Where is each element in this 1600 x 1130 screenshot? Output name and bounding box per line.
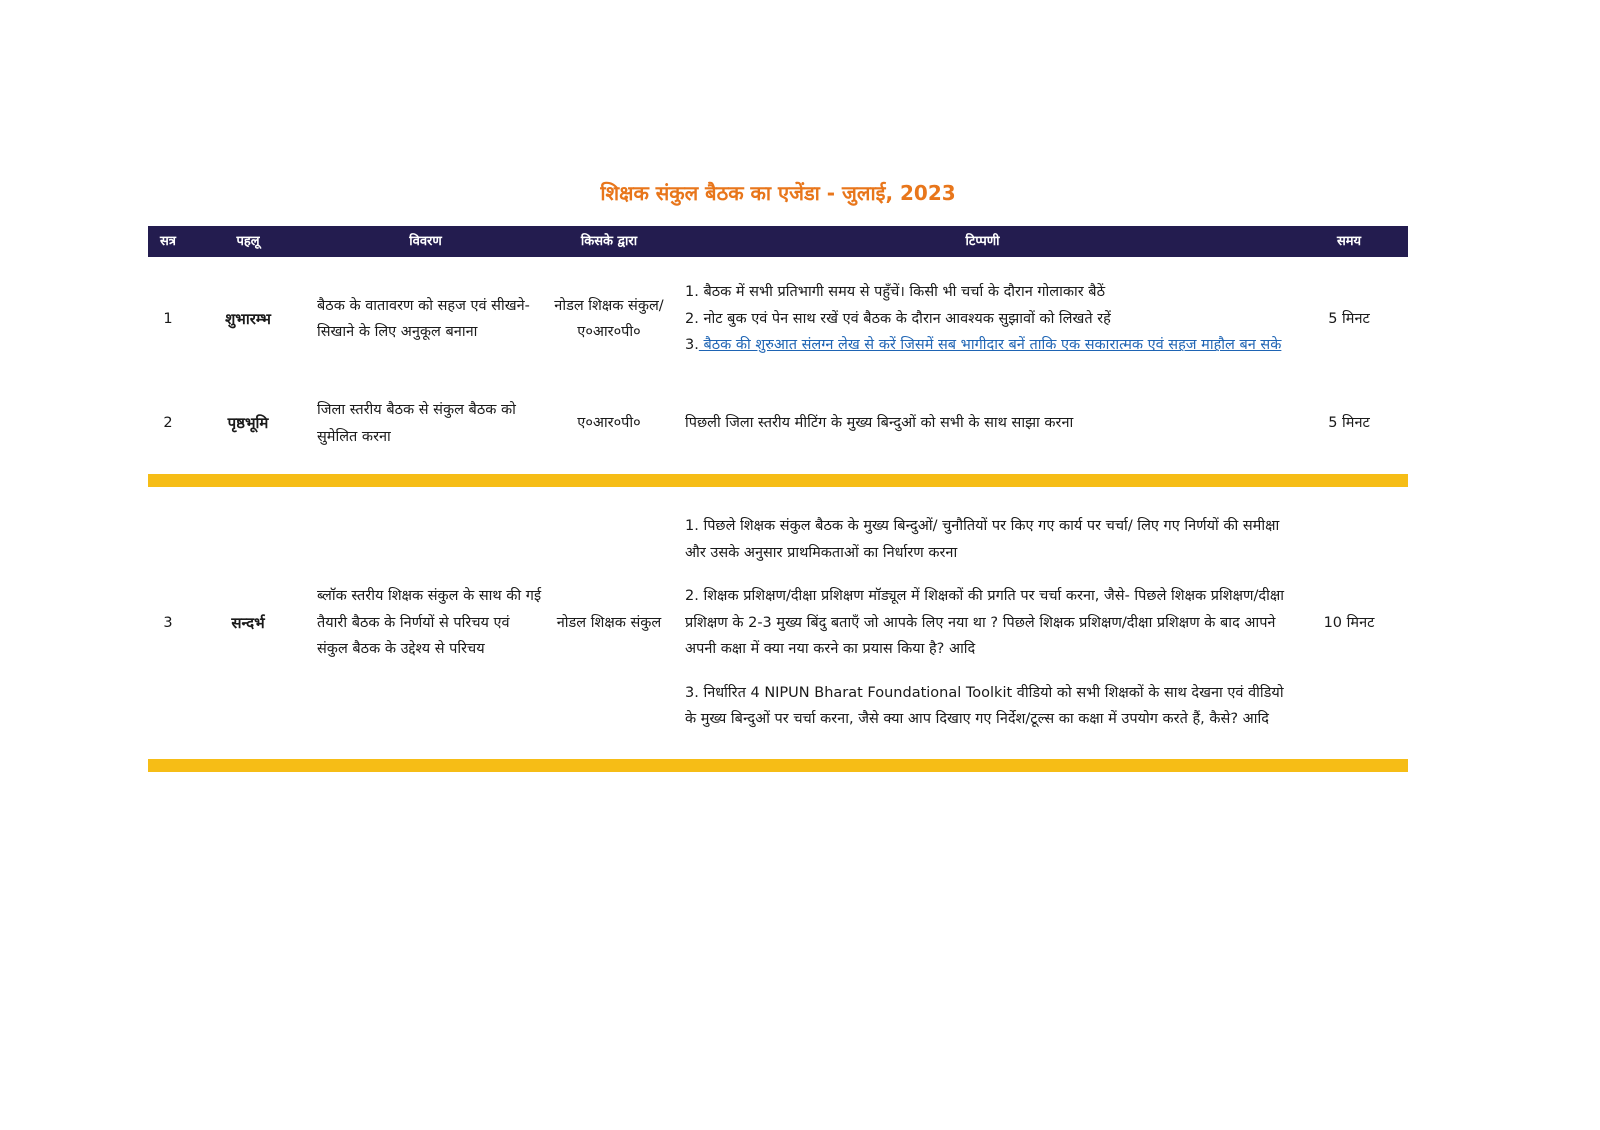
responsible-text: ए०आर०पी० <box>577 415 641 432</box>
table-row <box>148 257 1408 381</box>
description-text: बैठक के वातावरण को सहज एवं सीखने-सिखाने के लिए अनुकूल बनाना <box>317 297 530 340</box>
header-session: सत्र <box>160 234 176 249</box>
time-text: 10 मिनट <box>1323 614 1375 631</box>
remark-paragraph: 2. शिक्षक प्रशिक्षण/दीक्षा प्रशिक्षण मॉड्यूल में शिक्षकों की प्रगति पर चर्चा करना, जैसे- पिछले शिक्षक प्रशिक्षण/दीक्षा प्रशिक्षण के 2-3 मुख्य बिंदु बताएँ जो आपके लिए नया था ? पिछले शिक्षक प्रशिक्षण/दीक्षा प्रशिक्षण के बाद आपने अपनी कक्षा में क्या नया करने का प्रयास किया है? आदि <box>685 588 1285 658</box>
remarks-cell <box>675 513 1290 733</box>
remark-paragraph: 1. पिछले शिक्षक संकुल बैठक के मुख्य बिन्दुओं/ चुनौतियों पर किए गए कार्य पर चर्चा/ लिए गए निर्णयों की समीक्षा और उसके अनुसार प्राथमिकताओं का निर्धारण करना <box>685 518 1280 561</box>
table-row <box>148 487 1408 759</box>
remarks-cell <box>675 279 1290 359</box>
time-text: 5 मिनट <box>1328 415 1370 432</box>
agenda-table <box>148 226 1408 772</box>
remark-line <box>685 332 1290 359</box>
remark-line: 2. नोट बुक एवं पेन साथ रखें एवं बैठक के दौरान आवश्यक सुझावों को लिखते रहें <box>685 310 1111 327</box>
time-text: 5 मिनट <box>1328 310 1370 327</box>
description-text: जिला स्तरीय बैठक से संकुल बैठक को सुमेलित करना <box>317 402 516 445</box>
header-remarks: टिप्पणी <box>965 234 1000 249</box>
header-by: किसके द्वारा <box>580 234 638 249</box>
header-aspect: पहलू <box>236 234 260 249</box>
session-number: 2 <box>163 415 173 432</box>
session-number: 3 <box>163 614 173 631</box>
section-divider <box>148 759 1408 772</box>
attached-article-link[interactable]: बैठक की शुरुआत संलग्न लेख से करें जिसमें सब भागीदार बनें ताकि एक सकारात्मक एवं सहज माहौल बन सके <box>698 337 1282 354</box>
session-number: 1 <box>163 310 173 327</box>
aspect-label: शुभारम्भ <box>225 309 271 328</box>
aspect-label: पृष्ठभूमि <box>227 414 269 433</box>
responsible-text: नोडल शिक्षक संकुल/ ए०आर०पी० <box>554 297 664 340</box>
table-row <box>148 381 1408 466</box>
table-header-row <box>148 226 1408 257</box>
remark-paragraph: 3. निर्धारित 4 NIPUN Bharat Foundational Toolkit वीडियो को सभी शिक्षकों के साथ देखना एवं वीडियो के मुख्य बिन्दुओं पर चर्चा करना, जैसे क्या आप दिखाए गए निर्देश/टूल्स का कक्षा में उपयोग करते हैं, कैसे? आदि <box>685 684 1284 728</box>
remark-line: 1. बैठक में सभी प्रतिभागी समय से पहुँचें। किसी भी चर्चा के दौरान गोलाकार बैठें <box>685 284 1106 301</box>
aspect-label: सन्दर्भ <box>231 613 265 632</box>
page-title: शिक्षक संकुल बैठक का एजेंडा - जुलाई, 2023 <box>600 181 956 205</box>
responsible-text: नोडल शिक्षक संकुल <box>556 614 662 631</box>
remark-number: 3. <box>685 337 699 354</box>
section-divider <box>148 474 1408 487</box>
header-time: समय <box>1336 234 1362 249</box>
header-description: विवरण <box>409 234 442 249</box>
description-text: ब्लॉक स्तरीय शिक्षक संकुल के साथ की गई तैयारी बैठक के निर्णयों से परिचय एवं संकुल बैठक के उद्देश्य से परिचय <box>317 588 542 658</box>
remarks-text: पिछली जिला स्तरीय मीटिंग के मुख्य बिन्दुओं को सभी के साथ साझा करना <box>685 415 1074 432</box>
